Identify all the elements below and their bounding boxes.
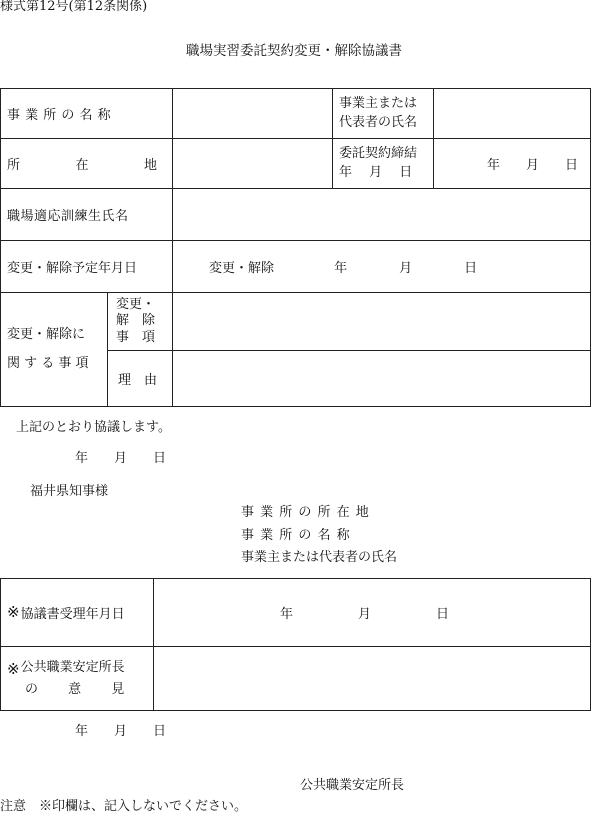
document-title: 職場実習委託契約変更・解除協議書 (186, 43, 402, 59)
row-change-matters (1, 293, 591, 351)
note-text: 注意 ※印欄は、記入しないでください。 (0, 799, 248, 814)
opinion-label: ※公共職業安定所長 の 意 見 (1, 647, 154, 711)
employer-label: 事業主または 代表者の氏名 (333, 89, 434, 139)
change-matters-label: 変更・ 解 除 事 項 (108, 293, 173, 351)
location-field[interactable] (173, 139, 333, 189)
change-matters-field[interactable] (173, 293, 591, 351)
opinion-field[interactable] (154, 647, 591, 711)
addressee: 福井県知事様 (30, 484, 109, 499)
received-date-label: ※協議書受理年月日 (1, 579, 154, 647)
trainee-label: 職場適応訓練生氏名 (1, 189, 173, 241)
business-name-label: 事 業 所 の 名 称 (1, 89, 173, 139)
planned-date-label: 変更・解除予定年月日 (1, 241, 173, 293)
office-chief-label: 公共職業安定所長 (300, 778, 405, 793)
agreement-table (0, 88, 591, 407)
row-trainee (1, 189, 591, 241)
row-planned-date (1, 241, 591, 293)
agreement-date: 年 月 日 (75, 451, 167, 466)
planned-date-field[interactable]: 変更・解除 年 月 日 (173, 241, 591, 293)
row-opinion (1, 647, 591, 711)
reason-label: 理 由 (108, 351, 173, 407)
received-date-field[interactable]: 年 月 日 (154, 579, 591, 647)
asterisk-mark: ※ (7, 603, 20, 621)
signer-rep-label: 事業主または代表者の氏名 (241, 550, 398, 565)
reason-field[interactable] (173, 351, 591, 407)
official-use-table (0, 578, 591, 711)
trainee-name-field[interactable] (173, 189, 591, 241)
row-business-name (1, 89, 591, 139)
matters-label: 変更・解除に 関 す る 事 項 (1, 293, 108, 407)
employer-name-field[interactable] (434, 89, 591, 139)
row-location (1, 139, 591, 189)
form-number: 様式第12号(第12条関係) (0, 0, 148, 14)
location-label: 所 在 地 (1, 139, 173, 189)
business-name-field[interactable] (173, 89, 333, 139)
contract-date-field[interactable]: 年 月 日 (434, 139, 591, 189)
signer-location-label: 事 業 所 の 所 在 地 (241, 505, 370, 520)
row-received-date (1, 579, 591, 647)
agreement-statement: 上記のとおり協議します。 (16, 420, 171, 435)
opinion-date: 年 月 日 (75, 724, 167, 739)
asterisk-mark: ※ (7, 659, 20, 678)
contract-date-label: 委託契約締結 年 月 日 (333, 139, 434, 189)
signer-name-label: 事 業 所 の 名 称 (241, 528, 351, 543)
